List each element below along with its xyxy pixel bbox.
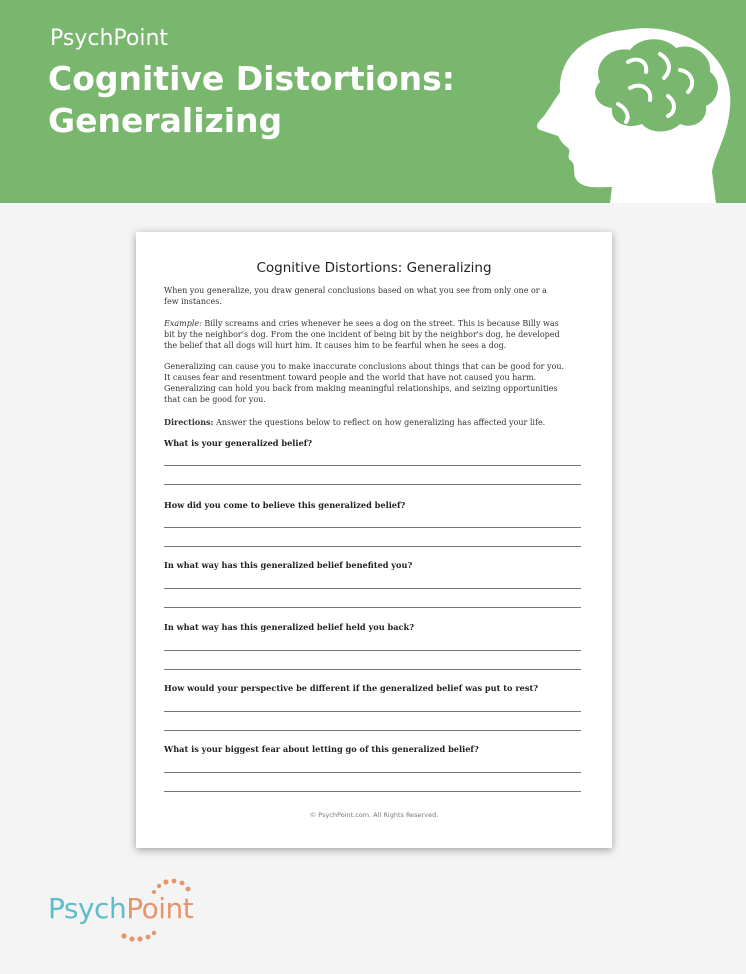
title-line-2: Generalizing: [48, 101, 283, 140]
logo-wordmark: [48, 892, 193, 925]
question-1: What is your generalized belief?: [164, 438, 313, 448]
directions-paragraph: [164, 417, 584, 428]
answer-line[interactable]: [164, 546, 581, 547]
page-title: [48, 58, 455, 142]
example-line: the belief that all dogs will hurt him. It causes him to be fearful when he sees a dog.: [164, 341, 507, 350]
title-line-1: Cognitive Distortions:: [48, 59, 455, 98]
answer-line[interactable]: [164, 650, 581, 651]
example-paragraph: [164, 318, 584, 351]
answer-line[interactable]: [164, 588, 581, 589]
example-line: bit by the neighbor's dog. From the one incident of being bit by the neighbor's dog, he developed: [164, 330, 560, 339]
effects-line: It causes fear and resentment toward people and the world that have not caused you harm.: [164, 373, 537, 382]
answer-line[interactable]: [164, 711, 581, 712]
directions-text: Answer the questions below to reflect on how generalizing has affected your life.: [213, 418, 546, 427]
question-3: In what way has this generalized belief benefited you?: [164, 560, 413, 570]
logo-point: Point: [126, 892, 194, 925]
effects-line: Generalizing can cause you to make inaccurate conclusions about things that can be good for you.: [164, 362, 565, 371]
effects-line: that can be good for you.: [164, 395, 266, 404]
example-label: Example:: [164, 319, 202, 328]
brand-name: PsychPoint: [50, 26, 169, 51]
answer-line[interactable]: [164, 527, 581, 528]
header-banner: [0, 0, 746, 203]
example-text: Billy screams and cries whenever he sees a dog on the street. This is because Billy was: [201, 319, 559, 328]
worksheet-preview: [136, 232, 612, 848]
question-5: How would your perspective be different if the generalized belief was put to rest?: [164, 683, 539, 693]
answer-line[interactable]: [164, 484, 581, 485]
question-2: How did you come to believe this generalized belief?: [164, 500, 406, 510]
example-line: [164, 318, 584, 329]
effects-line: Generalizing can hold you back from making meaningful relationships, and seizing opportunities: [164, 384, 558, 393]
answer-line[interactable]: [164, 772, 581, 773]
worksheet-title: Cognitive Distortions: Generalizing: [256, 260, 492, 276]
intro-line: few instances.: [164, 297, 222, 306]
effects-paragraph: [164, 361, 584, 405]
intro-paragraph: [164, 285, 584, 307]
directions-label: Directions:: [164, 417, 214, 427]
intro-line: When you generalize, you draw general conclusions based on what you see from only one or a: [164, 286, 547, 295]
answer-line[interactable]: [164, 669, 581, 670]
answer-line[interactable]: [164, 465, 581, 466]
question-6: What is your biggest fear about letting go of this generalized belief?: [164, 744, 479, 754]
answer-line[interactable]: [164, 791, 581, 792]
logo-psych: Psych: [48, 892, 127, 925]
head-brain-icon: [530, 12, 746, 203]
answer-line[interactable]: [164, 607, 581, 608]
answer-line[interactable]: [164, 730, 581, 731]
question-4: In what way has this generalized belief held you back?: [164, 622, 415, 632]
psychpoint-logo: [48, 878, 198, 948]
copyright-text: © PsychPoint.com. All Rights Reserved.: [309, 811, 439, 819]
